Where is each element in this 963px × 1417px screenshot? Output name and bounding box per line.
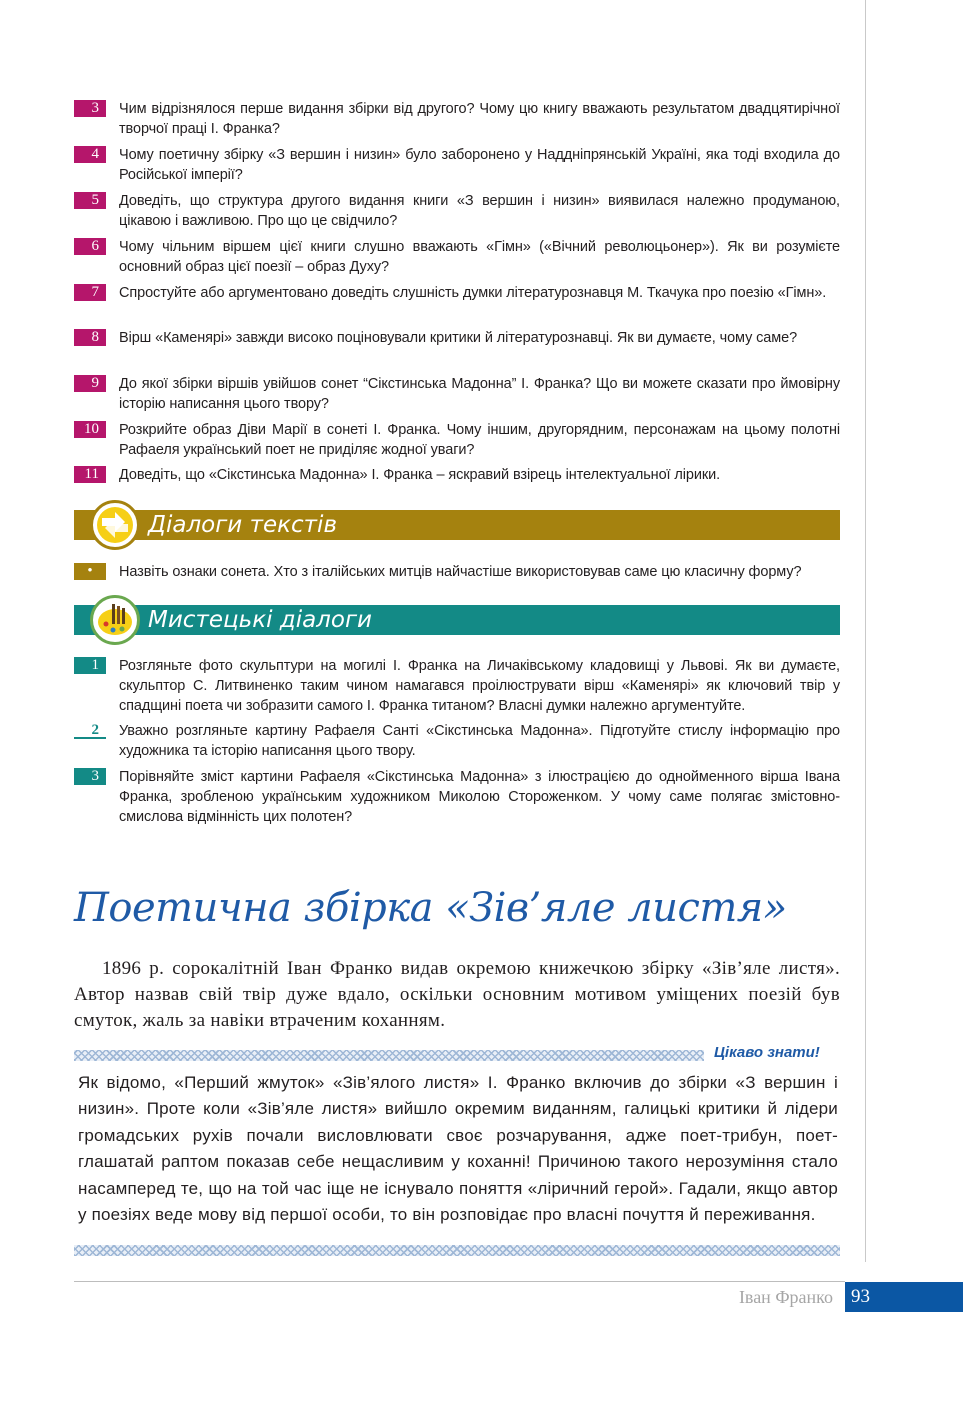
art-dialogues-item	[74, 721, 840, 761]
question-text: Чим відрізнялося перше видання збірки від другого? Чому цю книгу вважають результатом двадцятирічної творчої праці І. Франка?	[119, 101, 840, 137]
question-number: 10	[74, 421, 106, 438]
question-number: 8	[74, 329, 106, 346]
page-number: 93	[845, 1282, 963, 1312]
bullet-marker: •	[74, 563, 106, 580]
question-item	[74, 465, 840, 485]
question-number: 9	[74, 375, 106, 392]
arrows-exchange-icon	[90, 500, 140, 550]
ornament-border-bottom	[74, 1245, 840, 1256]
did-you-know-text: Як відомо, «Перший жмуток» «Зів’ялого листя» І. Франко включив до збірки «З вершин і низин». Проте коли «Зів’яле листя» вийшло окремим виданням, галицькі критики й лідери громадських рухів почали висловлювати своє розчарування, адже поет-трибун, поет-глашатай раптом показав себе нещасливим у коханні! Причиною такого нерозуміння стало насамперед те, що на той час іще не існувало поняття «ліричний герой». Гадали, якщо автор у поезіях веде мову від першої особи, то він розповідає про власні почуття й переживання.	[78, 1073, 838, 1225]
question-number: 11	[74, 466, 106, 483]
did-you-know-label: Цікаво знати!	[714, 1044, 820, 1061]
question-number: 2	[74, 722, 106, 739]
question-text: Уважно розгляньте картину Рафаеля Санті «Сікстинська Мадонна». Підготуйте стислу інформацію про художника та історію написання цього твору.	[119, 723, 840, 759]
question-text: Чому поетичну збірку «З вершин і низин» було заборонено у Наддніпрянській Україні, яка тоді входила до Російської імперії?	[119, 147, 840, 183]
question-item	[74, 191, 840, 231]
question-text: Доведіть, що структура другого видання книги «З вершин і низин» виявилася належно продуманою, цікавою і важливою. Про що це свідчило?	[119, 193, 840, 229]
question-item	[74, 99, 840, 139]
question-number: 3	[74, 768, 106, 785]
margin-line	[865, 0, 866, 1262]
question-text: Спростуйте або аргументовано доведіть слушність думки літературознавця М. Ткачука про поезію «Гімн».	[119, 285, 827, 301]
art-dialogues-banner	[74, 605, 840, 635]
section-heading: Поетична збірка «Зів’яле листя»	[74, 885, 787, 931]
ornament-border-top	[74, 1050, 704, 1061]
running-footer-author: Іван Франко	[738, 1287, 833, 1307]
banner-title: Мистецькі діалоги	[148, 607, 372, 633]
question-text: До якої збірки віршів увійшов сонет “Сікстинська Мадонна” І. Франка? Що ви можете сказати про ймовірну історію написання цього твору?	[119, 376, 840, 412]
question-number: 1	[74, 657, 106, 674]
footer-rule	[74, 1281, 845, 1282]
question-item	[74, 420, 840, 460]
section-paragraph: 1896 р. сорокалітній Іван Франко видав окремою книжечкою збірку «Зів’яле листя». Автор назвав свій твір дуже вдало, оскільки основним мотивом уміщених поезій був смуток, жаль за навіки втраченим коханням.	[74, 958, 840, 1031]
question-item	[74, 374, 840, 414]
question-item	[74, 283, 840, 303]
question-number: 4	[74, 146, 106, 163]
art-dialogues-item	[74, 656, 840, 716]
question-text: Розкрийте образ Діви Марії в сонеті І. Франка. Чому іншим, другорядним, персонажам на цьому полотні Рафаеля український поет не приділяє жодної уваги?	[119, 422, 840, 458]
question-item	[74, 328, 840, 348]
dialogues-texts-item	[74, 562, 840, 582]
question-text: Доведіть, що «Сікстинська Мадонна» І. Франка – яскравий взірець інтелектуальної лірики.	[119, 467, 721, 483]
question-text: Чому чільним віршем цієї книги слушно вважають «Гімн» («Вічний революцьонер»). Як ви розумієте основний образ цієї поезії – образ Духу?	[119, 239, 840, 275]
question-number: 6	[74, 238, 106, 255]
question-text: Назвіть ознаки сонета. Хто з італійських митців найчастіше використовував саме цю класичну форму?	[119, 564, 802, 580]
banner-title: Діалоги текстів	[148, 512, 337, 538]
question-text: Вірш «Каменярі» завжди високо поціновували критики й літературознавці. Як ви думаєте, чому саме?	[119, 330, 798, 346]
question-item	[74, 145, 840, 185]
paint-palette-icon	[90, 595, 140, 645]
dialogues-texts-banner	[74, 510, 840, 540]
art-dialogues-item	[74, 767, 840, 827]
question-number: 7	[74, 284, 106, 301]
question-number: 5	[74, 192, 106, 209]
question-number: 3	[74, 100, 106, 117]
question-text: Порівняйте зміст картини Рафаеля «Сікстинська Мадонна» з ілюстрацією до однойменного вірша Івана Франка, зробленою українським художником Миколою Стороженком. У чому саме полягає змістовно-смислова відмінність цих полотен?	[119, 769, 840, 825]
question-item	[74, 237, 840, 277]
question-text: Розгляньте фото скульптури на могилі І. Франка на Личаківському кладовищі у Львові. Як ви думаєте, скульптор С. Литвиненко таким чином намагався проілюструвати вірш «Каменярі» як ключовий твір у спадщині поета чи зобразити самого І. Франка титаном? Власні думки належно аргументуйте.	[119, 658, 840, 714]
